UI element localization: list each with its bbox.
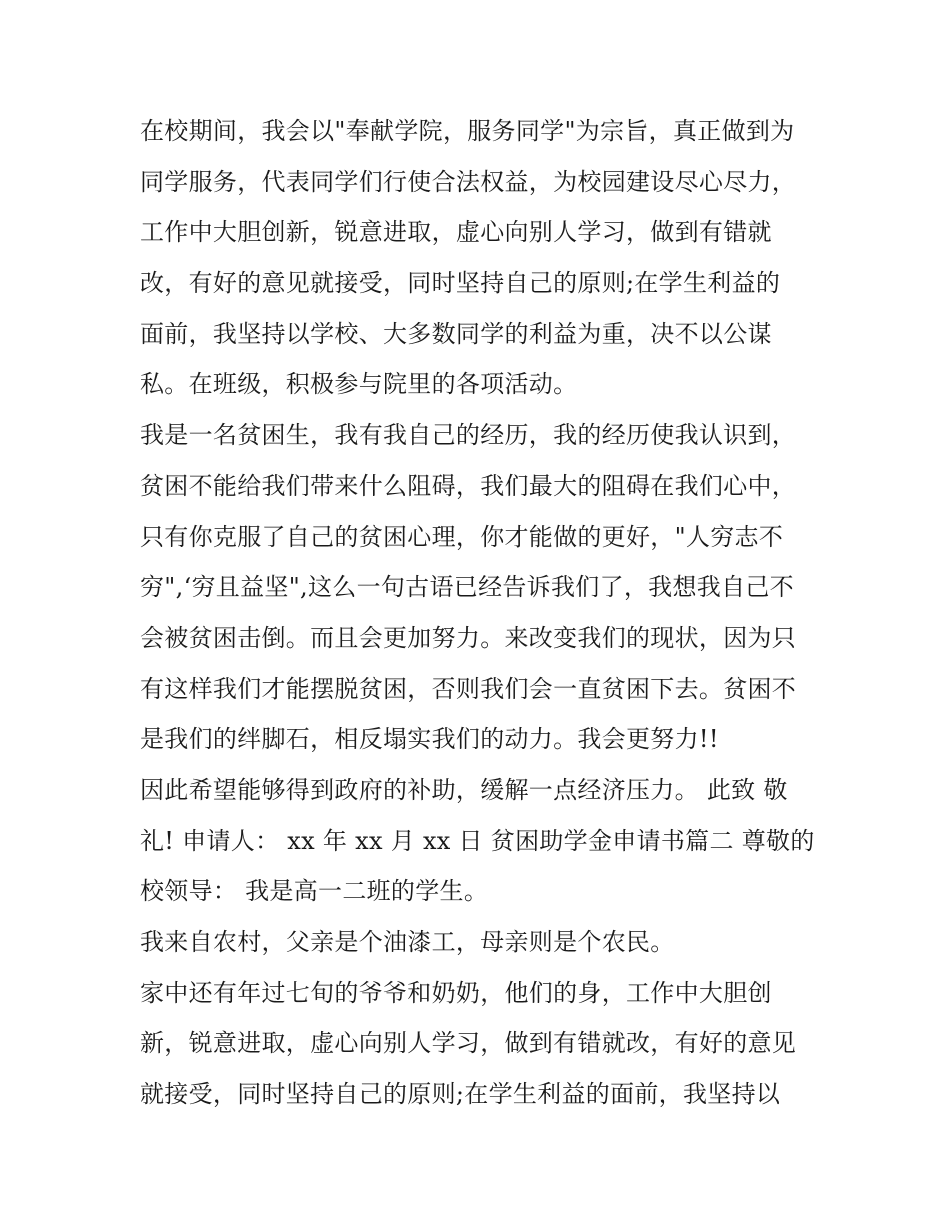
- text-line: 礼! 申请人： xx 年 xx 月 xx 日 贫困助学金申请书篇二 尊敬的: [140, 826, 815, 855]
- text-line: 有这样我们才能摆脱贫困，否则我们会一直贫困下去。贫困不: [140, 674, 797, 703]
- text-line: 贫困不能给我们带来什么阻碍，我们最大的阻碍在我们心中，: [140, 471, 797, 500]
- body-text: [140, 106, 820, 1120]
- text-line: 改，有好的意见就接受，同时坚持自己的原则;在学生利益的: [140, 269, 781, 298]
- text-line: 新，锐意进取，虚心向别人学习，做到有错就改，有好的意见: [140, 1029, 797, 1058]
- text-line: 穷",‘穷且益坚",这么一句古语已经告诉我们了，我想我自己不: [140, 573, 794, 602]
- text-line: 我来自农村，父亲是个油漆工，母亲则是个农民。: [140, 928, 675, 956]
- text-line: 因此希望能够得到政府的补助，缓解一点经济压力。 此致 敬: [140, 775, 788, 804]
- text-line: 是我们的绊脚石，相反塌实我们的动力。我会更努力!!: [140, 725, 719, 754]
- text-line: 面前，我坚持以学校、大多数同学的利益为重，决不以公谋: [140, 319, 772, 348]
- text-line: 只有你克服了自己的贫困心理，你才能做的更好，"人穷志不: [140, 522, 784, 551]
- text-line: 家中还有年过七旬的爷爷和奶奶，他们的身，工作中大胆创: [140, 978, 772, 1007]
- text-line: 私。在班级，积极参与院里的各项活动。: [140, 370, 578, 399]
- text-line: 会被贫困击倒。而且会更加努力。来改变我们的现状，因为只: [140, 623, 797, 652]
- text-line: 在校期间，我会以"奉献学院，服务同学"为宗旨，真正做到为: [140, 117, 795, 145]
- text-line: 工作中大胆创新，锐意进取，虚心向别人学习，做到有错就: [140, 218, 772, 247]
- text-line: 就接受，同时坚持自己的原则;在学生利益的面前，我坚持以: [140, 1080, 781, 1109]
- text-line: 我是一名贫困生，我有我自己的经历，我的经历使我认识到，: [140, 421, 797, 450]
- text-line: 校领导： 我是高一二班的学生。: [140, 877, 489, 906]
- text-line: 同学服务，代表同学们行使合法权益，为校园建设尽心尽力，: [140, 167, 797, 196]
